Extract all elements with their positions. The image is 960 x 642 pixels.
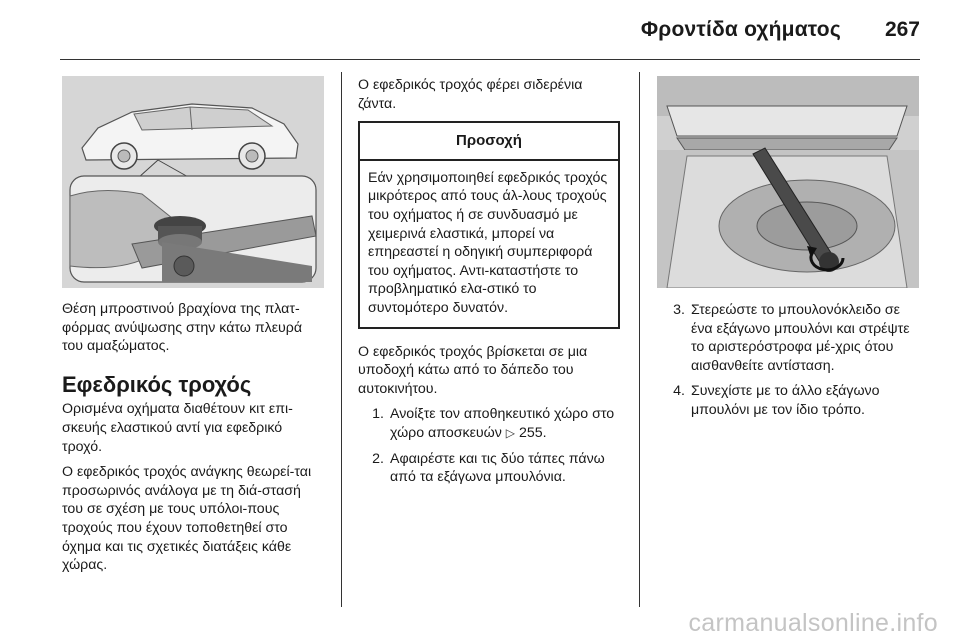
paragraph-spare-location: Ο εφεδρικός τροχός βρίσκεται σε μια υποδοχή κάτω από το δάπεδο του αυτοκινήτου. bbox=[358, 343, 588, 397]
column-2 bbox=[358, 76, 620, 494]
watermark: carmanualsonline.info bbox=[688, 609, 938, 637]
lifting-point-illustration bbox=[62, 76, 324, 288]
page-reference-link[interactable]: 255 bbox=[518, 424, 543, 441]
caution-box bbox=[358, 121, 620, 328]
list-item: 2. Αφαιρέστε και τις δύο τάπες πάνω από τα εξάγωνα μπουλόνια. bbox=[372, 450, 605, 486]
steps-list-1 bbox=[358, 405, 620, 486]
list-item: 4. Συνεχίστε με το άλλο εξάγωνο μπουλόνι με τον ίδιο τρόπο. bbox=[673, 383, 880, 418]
column-3 bbox=[659, 301, 921, 427]
header-rule bbox=[60, 59, 920, 60]
caution-title: Προσοχή bbox=[360, 123, 618, 161]
list-item: 3. Στερεώστε το μπουλονόκλειδο σε ένα εξάγωνο μπουλόνι και στρέψτε το αριστερόστροφα μέ-χρις ότου αισθανθείτε αντίσταση. bbox=[673, 302, 910, 374]
paragraph-repair-kit: Ορισμένα οχήματα διαθέτουν κιτ επι-σκευής ελαστικού αντί για εφεδρικό τροχό. bbox=[62, 401, 293, 455]
reference-arrow-icon: ▷ bbox=[505, 425, 516, 440]
spare-wheel-illustration bbox=[657, 76, 919, 288]
paragraph-temporary-spare: Ο εφεδρικός τροχός ανάγκης θεωρεί-ται προσωρινός ανάλογα με τη διά-στασή του σε σχέση με τους υπόλοι-πους τροχούς που έχουν τοποθετηθεί στο όχημα και τις σχετικές διατάξεις κάθε χώρας. bbox=[62, 464, 312, 574]
figure-caption: Θέση μπροστινού βραχίονα της πλατ-φόρμας ανύψωσης στην κάτω πλευρά του αμαξώματος. bbox=[62, 301, 303, 355]
page-header bbox=[641, 10, 920, 50]
column-divider-1 bbox=[341, 72, 342, 607]
page-title: Φροντίδα οχήματος bbox=[640, 18, 841, 41]
steps-list-2 bbox=[659, 301, 921, 420]
section-heading-spare-wheel: Εφεδρικός τροχός bbox=[62, 371, 252, 397]
column-1 bbox=[62, 300, 324, 582]
column-divider-2 bbox=[639, 72, 640, 607]
list-item: 1. Ανοίξτε τον αποθηκευτικό χώρο στο χώρο αποσκευών ▷ 255. bbox=[372, 406, 615, 441]
page-number: 267 bbox=[884, 18, 920, 41]
caution-text: Εάν χρησιμοποιηθεί εφεδρικός τροχός μικρότερος από τους άλ-λους τροχούς του οχήματος ή σε συνδυασμό με χειμερινά ελαστικά, μπορεί να επηρεαστεί η οδηγική συμπεριφορά του οχήματος. Αντι-καταστήστε το προβληματικό ελα-στικό το συντομότερο δυνατόν. bbox=[368, 169, 608, 316]
paragraph-steel-rim: Ο εφεδρικός τροχός φέρει σιδερένια ζάντα. bbox=[358, 77, 583, 112]
